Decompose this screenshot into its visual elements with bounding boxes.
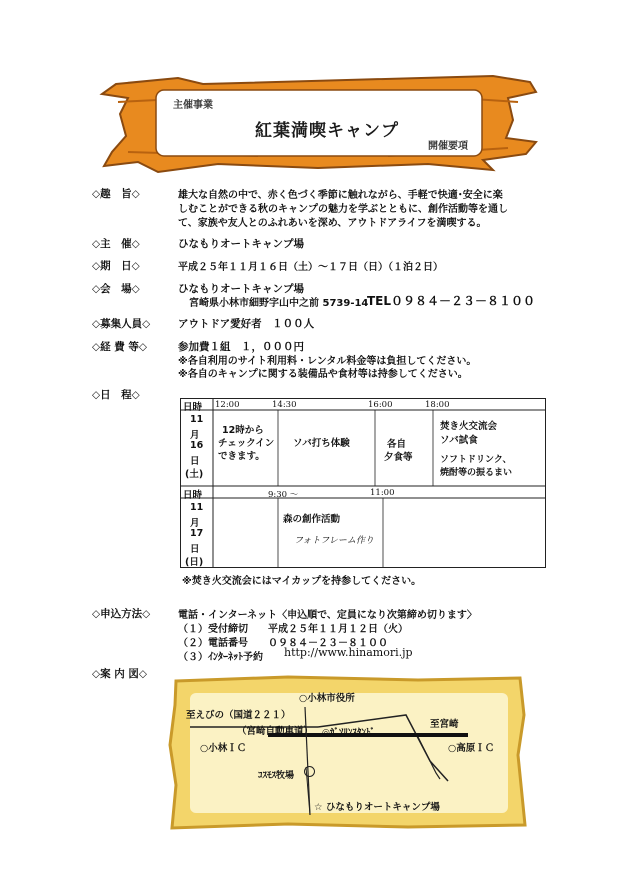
fee-line-2: ※各自利用のサイト利用料・レンタル料金等は負担してください。 <box>178 356 477 367</box>
to-ebino-label: 至えびの（国道２２１） <box>186 710 291 721</box>
recruit-label: ◇募集人員◇ <box>92 318 151 330</box>
venue-name: ひなもりオートキャンプ場 <box>178 283 304 295</box>
host-value: ひなもりオートキャンプ場 <box>178 238 304 250</box>
website-link[interactable]: http://www.hinamori.jp <box>284 646 413 659</box>
day2-head: 日時 <box>183 490 203 501</box>
day2-time-1: 9:30 ～ <box>268 490 299 500</box>
venue-address: 宮崎県小林市細野字山中之前 5739-14 <box>189 298 369 309</box>
checkin-line-3: できます。 <box>218 451 265 462</box>
dinner-line-1: 各自 <box>387 439 407 450</box>
day2-date-2: 月 <box>190 518 200 529</box>
day1-time-3: 16:00 <box>368 400 393 410</box>
day2-time-2: 11:00 <box>370 488 395 498</box>
day1-date-3: 16 <box>190 440 204 451</box>
campsite-marker: ☆ ひなもりオートキャンプ場 <box>314 802 440 813</box>
application-method: 電話・インターネット〈申込順で、定員になり次第締め切ります〉 <box>178 610 477 621</box>
fee-line-1: 参加費１組 １，０００円 <box>178 341 304 353</box>
venue-tel: TEL０９８４－２３－８１００ <box>367 294 536 308</box>
to-miyazaki-label: 至宮崎 <box>430 719 459 730</box>
day1-time-2: 14:30 <box>272 400 297 410</box>
drinks-line-1: ソフトドリンク、 <box>440 455 512 465</box>
map-label: ◇案 内 図◇ <box>92 668 147 680</box>
purpose-line-2: しむことができる秋のキャンプの魅力を学ぶとともに、創作活動等を通し <box>178 204 508 215</box>
forest-craft-activity: 森の創作活動 <box>283 514 341 525</box>
dinner-line-2: 夕食等 <box>384 452 413 463</box>
day1-date-5: (土) <box>185 469 204 480</box>
kobayashi-ic-marker: ○小林ＩＣ <box>200 743 247 754</box>
application-deadline: （１）受付締切 平成２５年１１月１２日（火） <box>178 624 408 635</box>
period-value: 平成２５年１１月１６日（土）～１７日（日）（１泊２日） <box>178 262 443 273</box>
city-hall-marker: ○小林市役所 <box>299 693 355 704</box>
day1-time-4: 18:00 <box>425 400 450 410</box>
organizer-label: 主催事業 <box>173 100 213 111</box>
day1-date-1: 11 <box>190 414 204 425</box>
day1-date-4: 日 <box>190 456 200 467</box>
fee-line-3: ※各自のキャンプに関する装備品や食材等は持参してください。 <box>178 369 468 380</box>
photo-frame-making: フォトフレーム作り <box>294 536 374 546</box>
application-internet: （３）ｲﾝﾀｰﾈｯﾄ予約 <box>178 652 263 663</box>
period-label: ◇期 日◇ <box>92 260 140 272</box>
gas-station-marker: ◎ｶﾞｿﾘﾝｽﾀﾝﾄﾞ <box>322 728 375 738</box>
fee-label: ◇経 費 等◇ <box>92 341 147 353</box>
day2-date-1: 11 <box>190 502 204 513</box>
page-title: 紅葉満喫キャンプ <box>255 121 399 141</box>
expressway-label: （宮崎自動車道） <box>237 726 314 737</box>
application-label: ◇申込方法◇ <box>92 608 151 620</box>
soba-tasting: ソバ試食 <box>440 435 478 446</box>
recruit-value: アウトドア愛好者 １００人 <box>178 318 315 330</box>
schedule-label: ◇日 程◇ <box>92 389 140 401</box>
checkin-line-2: チェックイン <box>218 438 275 449</box>
bonfire-event: 焚き火交流会 <box>440 421 498 432</box>
day2-date-4: 日 <box>190 544 200 555</box>
day1-time-1: 12:00 <box>215 400 240 410</box>
page-subtitle: 開催要項 <box>428 141 468 152</box>
purpose-label: ◇趣 旨◇ <box>92 188 140 200</box>
day1-head: 日時 <box>183 402 203 413</box>
cosmos-farm-marker-icon <box>304 766 315 777</box>
takaharu-ic-marker: ○高原ＩＣ <box>448 743 495 754</box>
day2-date-5: (日) <box>185 557 204 568</box>
soba-making-activity: ソバ打ち体験 <box>293 438 350 449</box>
application-phone: （２）電話番号 ０９８４－２３－８１００ <box>178 638 388 649</box>
purpose-line-1: 雄大な自然の中で、赤く色づく季節に触れながら、手軽で快適･安全に楽 <box>178 190 503 201</box>
checkin-line-1: 12時から <box>222 425 264 436</box>
cosmos-farm-label: ｺｽﾓｽ牧場 <box>258 771 295 781</box>
schedule-note: ※焚き火交流会にはマイカップを持参してください。 <box>182 576 422 587</box>
venue-label: ◇会 場◇ <box>92 283 140 295</box>
host-label: ◇主 催◇ <box>92 238 140 250</box>
day2-date-3: 17 <box>190 528 204 539</box>
day1-date-2: 月 <box>190 430 200 441</box>
drinks-line-2: 焼酎等の振るまい <box>440 468 513 478</box>
purpose-line-3: て、家族や友人とのふれあいを深め、アウトドアライフを満喫する。 <box>178 218 487 229</box>
